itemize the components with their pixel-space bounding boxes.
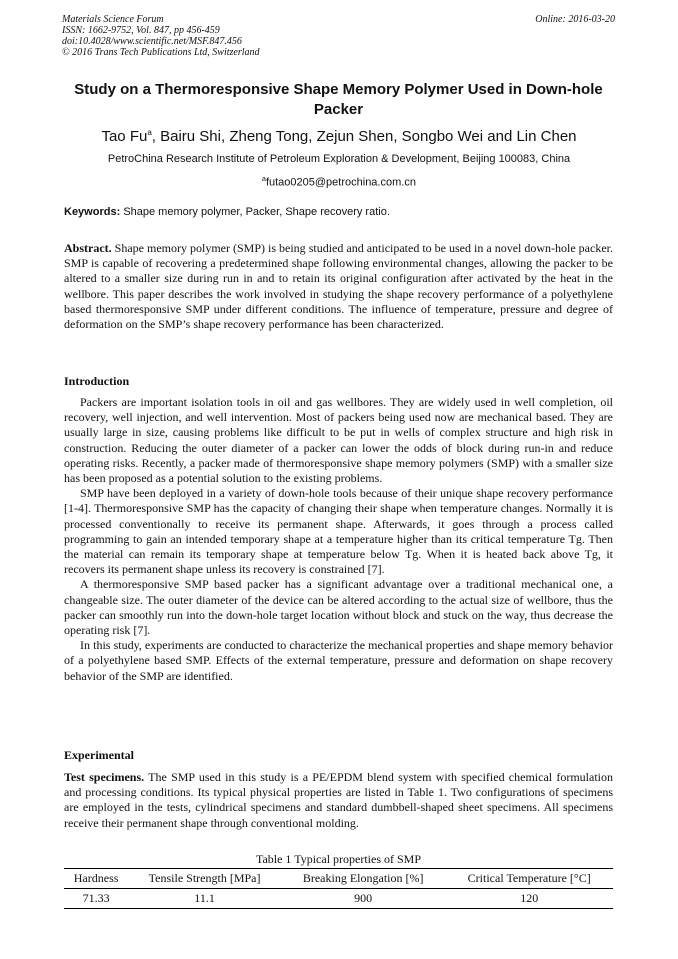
cell-tensile-strength: 11.1	[128, 889, 281, 909]
introduction-heading: Introduction	[64, 374, 130, 388]
abstract-text: Shape memory polymer (SMP) is being studied and anticipated to be used in a novel down-hole packer. SMP is capable of recovering a predetermined shape following environmental changes, allowing the packer to be altered to a smaller size during run in and to retain its original configuration after activated by the heat in the wellbore. This paper describes the work involved in studying the shape recovery performance of a polyethylene based thermoresponsive SMP under different conditions. The influence of temperature, pressure and degree of deformation on the SMP’s shape recovery performance has been characterized.	[64, 241, 613, 332]
table-header-row	[64, 869, 613, 889]
specimens-text: The SMP used in this study is a PE/EPDM blend system with specified chemical formulation and processing conditions. Its typical physical properties are listed in Table 1. Two configurations of specimens are employed in the tests, cylindrical specimens and standard dumbbell-shaped sheet specimens. All specimens receive their permanent shape through conventional molding.	[64, 770, 614, 830]
keywords-label: Keywords:	[64, 206, 121, 218]
specimens-label: Test specimens.	[64, 770, 145, 784]
copyright: © 2016 Trans Tech Publications Ltd, Switzerland	[62, 47, 260, 58]
cell-breaking-elongation: 900	[281, 889, 445, 909]
other-authors: , Bairu Shi, Zheng Tong, Zejun Shen, Songbo Wei and Lin Chen	[151, 128, 577, 145]
issn: ISSN: 1662-9752, Vol. 847, pp 456-459	[62, 25, 220, 36]
journal-name: Materials Science Forum	[62, 14, 164, 25]
abstract	[64, 241, 613, 332]
header-breaking-elongation: Breaking Elongation [%]	[281, 869, 445, 889]
email-address[interactable]: futao0205@petrochina.com.cn	[265, 176, 416, 189]
cell-hardness: 71.33	[64, 889, 128, 909]
paper-title: Study on a Thermoresponsive Shape Memory Polymer Used in Down-hole Packer	[74, 81, 603, 118]
cell-critical-temperature: 120	[445, 889, 613, 909]
author-list	[40, 124, 638, 146]
intro-paragraph: Packers are important isolation tools in oil and gas wellbores. They are widely used in well completion, oil recovery, well injection, and well intervention. Most of packers being used now are mechanical based. They are usually large in size, causing problems like difficult to be put in wells of complex structure and high risk in construction. Reducing the outer diameter of a packer can lower the odds of block during run-in and reduce operating risks. Recently, a packer made of thermoresponsive shape memory polymers (SMP) with a smaller size has been proposed as a potential solution to the existing problems.	[64, 395, 613, 486]
abstract-label: Abstract.	[64, 241, 112, 255]
first-author: Tao Fu	[101, 128, 148, 145]
properties-table	[64, 868, 613, 909]
online-date: Online: 2016-03-20	[535, 14, 615, 25]
keywords-text: Shape memory polymer, Packer, Shape recovery ratio.	[123, 206, 390, 218]
keywords	[64, 205, 615, 219]
introduction-body	[64, 395, 613, 684]
affiliation: PetroChina Research Institute of Petroleum Exploration & Development, Beijing 100083, China	[107, 153, 571, 165]
table-caption: Table 1 Typical properties of SMP	[255, 852, 422, 866]
header-tensile-strength: Tensile Strength [MPa]	[128, 869, 281, 889]
author-superscript: a	[147, 128, 152, 137]
intro-paragraph: SMP have been deployed in a variety of down-hole tools because of their unique shape recovery performance [1-4]. Thermoresponsive SMP has the capacity of changing their shape when temperature changes. Normally it is processed conventionally to receive its permanent shape. Afterwards, it goes through a process called programming to gain an intended temporary shape at a temperature higher than its critical temperature Tg. Then the material can remain its temporary shape at temperature below Tg. When it is heated back above Tg, it recovers its permanent shape unless its recovery is constrained [7].	[64, 486, 613, 577]
experimental-heading: Experimental	[64, 748, 134, 762]
experimental-body	[64, 770, 613, 831]
email-line	[40, 173, 638, 190]
journal-header	[62, 14, 615, 58]
header-hardness: Hardness	[64, 869, 128, 889]
doi: doi:10.4028/www.scientific.net/MSF.847.456	[62, 36, 242, 47]
header-critical-temperature: Critical Temperature [°C]	[445, 869, 613, 889]
intro-paragraph: In this study, experiments are conducted to characterize the mechanical properties and shape memory behavior of a polyethylene based SMP. Effects of the external temperature, pressure and deformation on shape recovery behavior of the SMP are identified.	[64, 638, 613, 683]
intro-paragraph: A thermoresponsive SMP based packer has a significant advantage over a traditional mechanical one, a changeable size. The outer diameter of the device can be altered according to the actual size of wellbore, thus the packer can smoothly run into the down-hole target location without block and stuck on the way, thus decrease the operating risk [7].	[64, 577, 613, 638]
table-row	[64, 889, 613, 909]
email-superscript: a	[262, 176, 266, 183]
